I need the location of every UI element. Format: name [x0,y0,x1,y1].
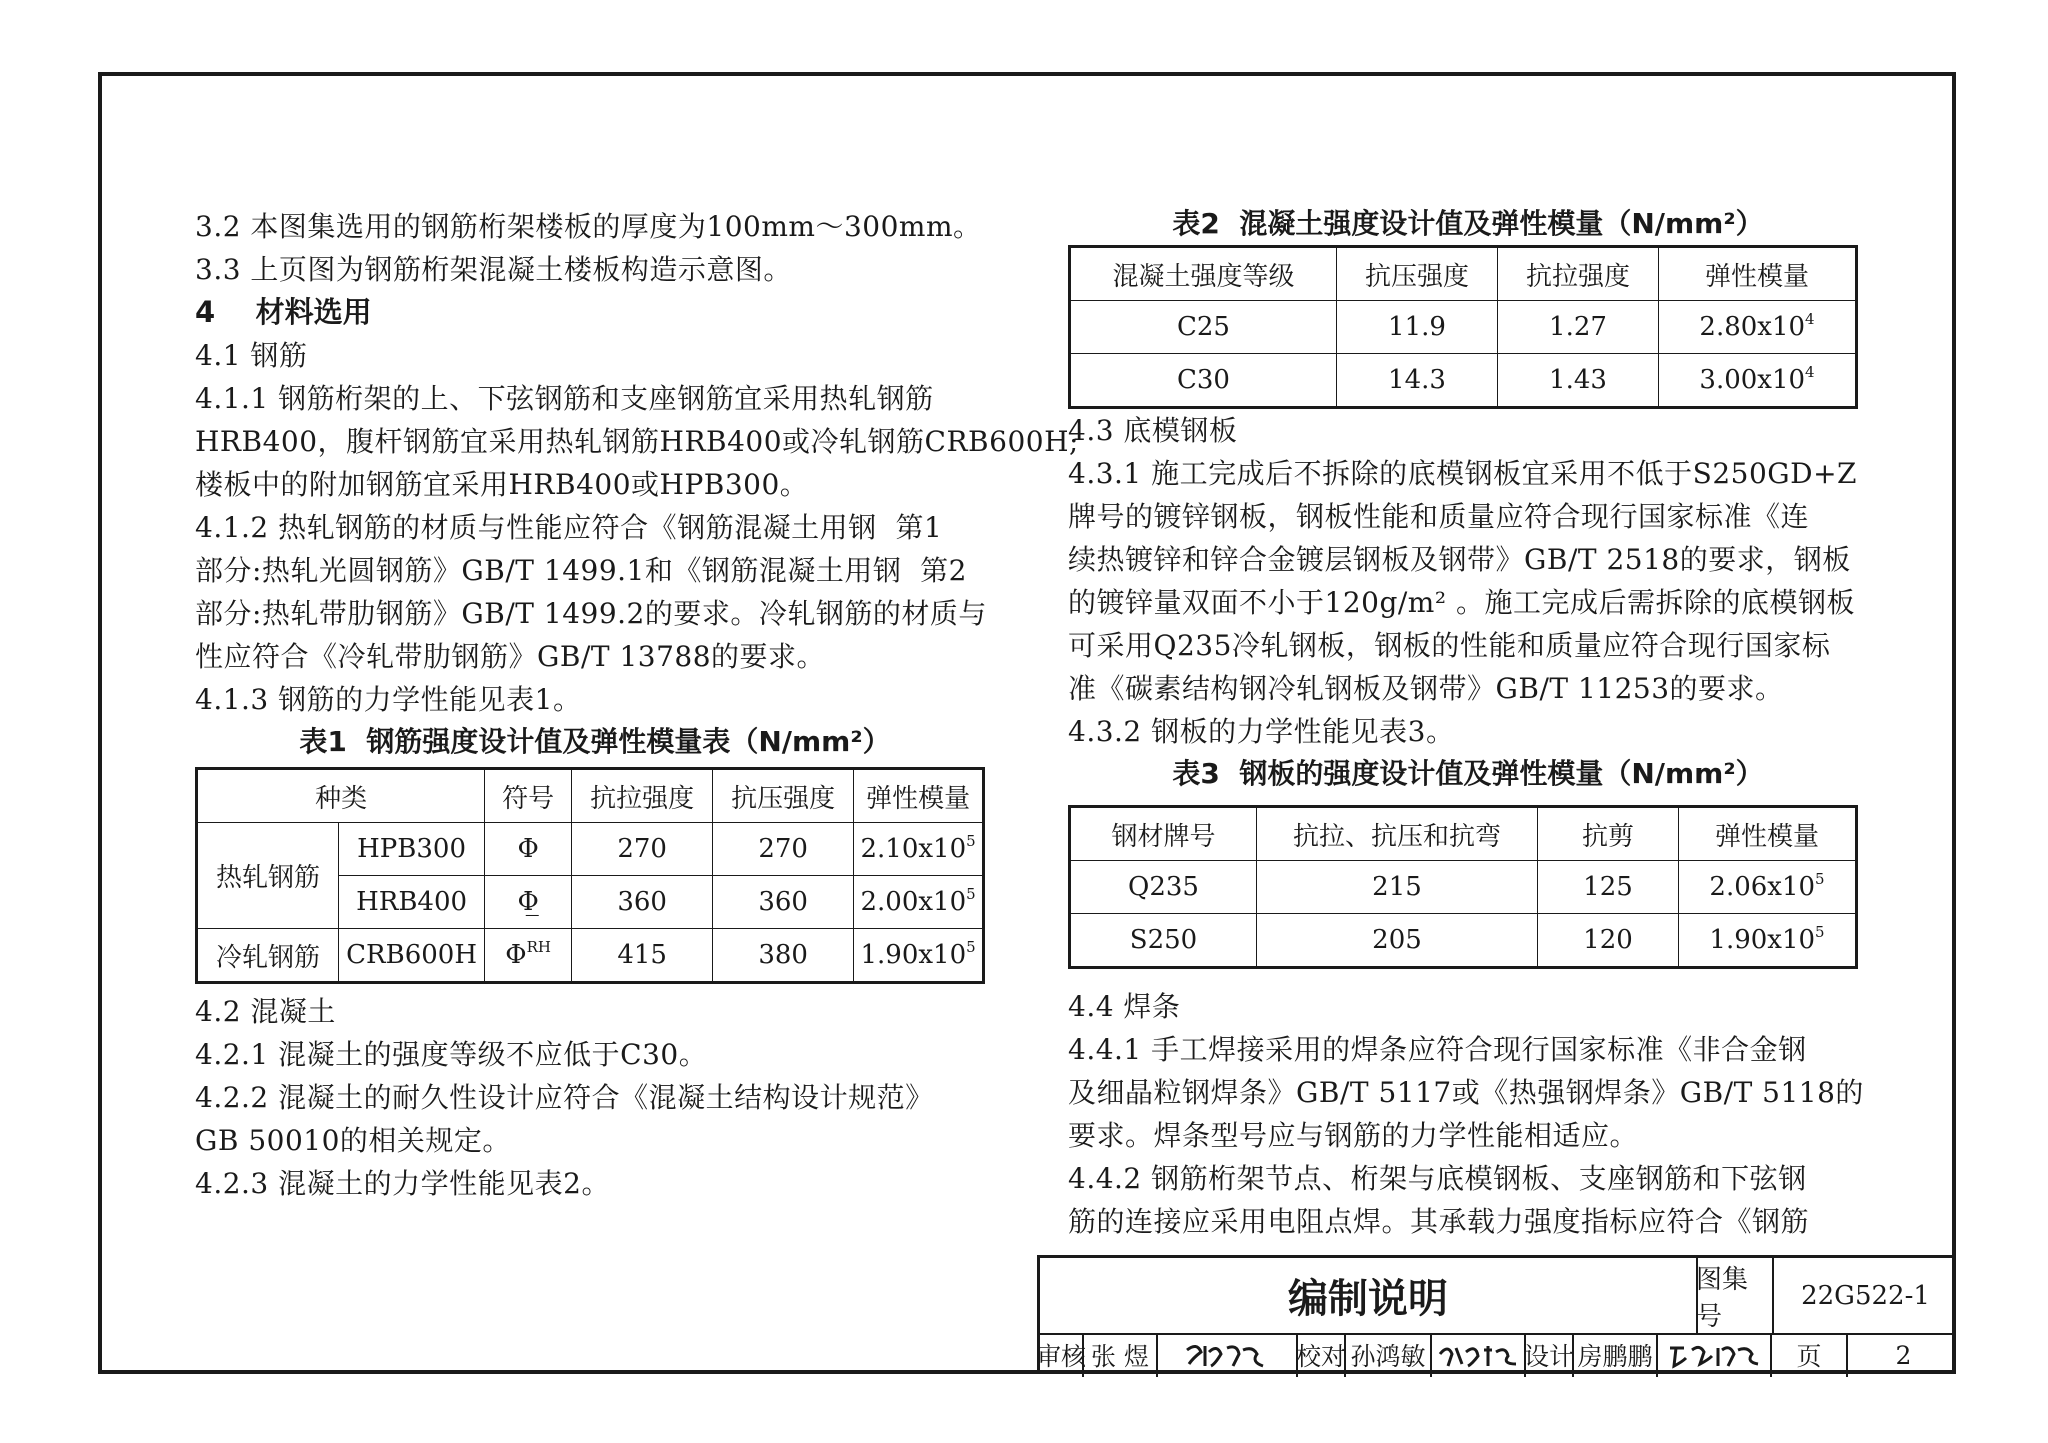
group-cell: 冷轧钢筋 [197,929,339,983]
para-4-3-1-l3: 续热镀锌和锌合金镀层钢板及钢带》GB/T 2518的要求，钢板 [1068,543,1851,576]
checker-name: 孙鸿敏 [1346,1333,1432,1377]
group-cell: 热轧钢筋 [197,823,339,929]
symbol-cell [485,823,572,876]
designer-name: 房鹏鹏 [1574,1333,1658,1377]
signature-icon [1436,1340,1520,1370]
para-4-1: 4.1 钢筋 [195,339,308,372]
grade-cell: S250 [1070,914,1257,968]
symbol-cell [485,876,572,929]
modulus-text: 2.00x10 [860,887,967,917]
table-header-cell: 抗剪 [1538,807,1679,861]
para-4-3-1-l1: 4.3.1 施工完成后不拆除的底模钢板宜采用不低于S250GD+Z [1068,457,1858,490]
title-block-signature-row [1036,1333,1956,1377]
modulus-exponent: 5 [1815,870,1825,888]
modulus-cell [854,823,984,876]
modulus-cell [1659,354,1857,408]
para-4-3-1-l2: 牌号的镀锌钢板，钢板性能和质量应符合现行国家标准《连 [1068,500,1810,533]
reviewer-signature [1158,1333,1298,1377]
designer-signature [1658,1333,1772,1377]
para-4-2-1: 4.2.1 混凝土的强度等级不应低于C30。 [195,1038,708,1071]
para-4-2-2-l1: 4.2.2 混凝土的耐久性设计应符合《混凝土结构设计规范》 [195,1081,934,1114]
para-4-1-1-l2: HRB400，腹杆钢筋宜采用热轧钢筋HRB400或冷轧钢筋CRB600H; [195,425,1079,458]
shear-cell: 120 [1538,914,1679,968]
para-4-1-2-l3: 部分:热轧带肋钢筋》GB/T 1499.2的要求。冷轧钢筋的材质与 [195,597,987,630]
table-header-cell: 混凝土强度等级 [1070,247,1337,301]
para-4-3-1-l6: 准《碳素结构钢冷轧钢板及钢带》GB/T 11253的要求。 [1068,672,1784,705]
compression-cell: 11.9 [1337,301,1498,354]
modulus-exponent: 5 [966,832,976,850]
modulus-cell [854,876,984,929]
grade-cell: C25 [1070,301,1337,354]
para-4-1-1-l1: 4.1.1 钢筋桁架的上、下弦钢筋和支座钢筋宜采用热轧钢筋 [195,382,934,415]
modulus-cell [854,929,984,983]
tension-cell: 360 [572,876,713,929]
atlas-number-label: 图集号 [1696,1258,1774,1333]
modulus-exponent: 5 [966,938,976,956]
para-4-1-2-l4: 性应符合《冷轧带肋钢筋》GB/T 13788的要求。 [195,640,826,673]
right-column [1068,205,1868,1243]
para-4-3: 4.3 底模钢板 [1068,414,1238,447]
para-4-3-2: 4.3.2 钢板的力学性能见表3。 [1068,715,1455,748]
para-4-1-3: 4.1.3 钢筋的力学性能见表1。 [195,683,582,716]
table1-caption: 表1 钢筋强度设计值及弹性模量表（N/mm²） [299,725,891,758]
para-4-2-2-l2: GB 50010的相关规定。 [195,1124,511,1157]
symbol-text: Φ [517,834,539,864]
modulus-text: 1.90x10 [1709,925,1816,955]
para-4-4-1-l3: 要求。焊条型号应与钢筋的力学性能相适应。 [1068,1119,1639,1152]
grade-cell: HRB400 [339,876,485,929]
table3-caption: 表3 钢板的强度设计值及弹性模量（N/mm²） [1172,757,1764,790]
design-label: 设计 [1526,1333,1574,1377]
grade-cell: CRB600H [339,929,485,983]
compression-cell: 380 [713,929,854,983]
reviewer-name: 张 煜 [1084,1333,1158,1377]
check-label: 校对 [1298,1333,1346,1377]
table-row [197,823,984,876]
para-4-4: 4.4 焊条 [1068,990,1181,1023]
table-header-cell: 钢材牌号 [1070,807,1257,861]
table-header-cell: 弹性模量 [854,769,984,823]
grade-cell: C30 [1070,354,1337,408]
modulus-exponent: 4 [1805,363,1815,381]
grade-cell: HPB300 [339,823,485,876]
para-4-1-1-l3: 楼板中的附加钢筋宜采用HRB400或HPB300。 [195,468,809,501]
table-header-row [197,769,984,823]
table-row [197,929,984,983]
table2 [1068,245,1858,409]
table-header-cell: 抗拉、抗压和抗弯 [1257,807,1538,861]
para-4-1-2-l1: 4.1.2 热轧钢筋的材质与性能应符合《钢筋混凝土用钢 第1 [195,511,943,544]
para-4-3-1-l4: 的镀锌量双面不小于120g/m² 。施工完成后需拆除的底模钢板 [1068,586,1855,619]
compression-cell: 14.3 [1337,354,1498,408]
table-header-row [1070,807,1857,861]
modulus-cell [1659,301,1857,354]
para-4-4-1-l1: 4.4.1 手工焊接采用的焊条应符合现行国家标准《非合金钢 [1068,1033,1807,1066]
compression-cell: 270 [713,823,854,876]
title-block-top-row [1040,1258,1956,1335]
table-header-cell: 弹性模量 [1679,807,1857,861]
table-header-row [1070,247,1857,301]
modulus-exponent: 5 [1815,923,1825,941]
tcb-cell: 215 [1257,861,1538,914]
tension-cell: 270 [572,823,713,876]
para-4-4-2-l2: 筋的连接应采用电阻点焊。其承载力强度指标应符合《钢筋 [1068,1205,1810,1238]
review-label: 审核 [1040,1333,1084,1377]
shear-cell: 125 [1538,861,1679,914]
modulus-exponent: 4 [1805,310,1815,328]
table-header-cell: 抗压强度 [713,769,854,823]
table-header-cell: 抗拉强度 [572,769,713,823]
table2-caption: 表2 混凝土强度设计值及弹性模量（N/mm²） [1172,207,1764,240]
drawing-title: 编制说明 [1040,1258,1698,1333]
signature-icon [1183,1340,1271,1370]
table-header-cell: 符号 [485,769,572,823]
table1 [195,767,985,984]
modulus-cell [1679,914,1857,968]
symbol-text: Φ [505,940,527,970]
symbol-cell [485,929,572,983]
table-row [1070,301,1857,354]
title-block [1037,1255,1956,1374]
table-header-cell: 抗压强度 [1337,247,1498,301]
para-4-1-2-l2: 部分:热轧光圆钢筋》GB/T 1499.1和《钢筋混凝土用钢 第2 [195,554,967,587]
modulus-text: 2.10x10 [860,834,967,864]
tcb-cell: 205 [1257,914,1538,968]
section-heading-4: 4 材料选用 [195,295,372,329]
atlas-number: 22G522-1 [1801,1280,1930,1311]
tension-cell: 1.27 [1498,301,1659,354]
signature-icon [1666,1340,1762,1370]
checker-signature [1432,1333,1526,1377]
para-4-4-2-l1: 4.4.2 钢筋桁架节点、桁架与底模钢板、支座钢筋和下弦钢 [1068,1162,1807,1195]
modulus-text: 2.80x10 [1699,312,1806,342]
modulus-text: 3.00x10 [1699,365,1806,395]
table3 [1068,805,1858,969]
table-row [1070,914,1857,968]
table-header-cell: 抗拉强度 [1498,247,1659,301]
para-3-2: 3.2 本图集选用的钢筋桁架楼板的厚度为100mm～300mm。 [195,210,982,243]
page-label: 页 [1772,1333,1848,1377]
tension-cell: 415 [572,929,713,983]
modulus-text: 1.90x10 [860,940,967,970]
para-4-2: 4.2 混凝土 [195,995,336,1028]
tension-cell: 1.43 [1498,354,1659,408]
modulus-cell [1679,861,1857,914]
para-4-3-1-l5: 可采用Q235冷轧钢板，钢板的性能和质量应符合现行国家标 [1068,629,1831,662]
modulus-exponent: 5 [966,885,976,903]
page-number: 2 [1895,1340,1912,1370]
symbol-text: Φ̲ [517,887,539,917]
compression-cell: 360 [713,876,854,929]
para-4-4-1-l2: 及细晶粒钢焊条》GB/T 5117或《热强钢焊条》GB/T 5118的 [1068,1076,1864,1109]
modulus-text: 2.06x10 [1709,872,1816,902]
para-4-2-3: 4.2.3 混凝土的力学性能见表2。 [195,1167,610,1200]
left-column [195,205,1079,1205]
para-3-3: 3.3 上页图为钢筋桁架混凝土楼板构造示意图。 [195,253,792,286]
table-row [1070,861,1857,914]
grade-cell: Q235 [1070,861,1257,914]
table-header-cell: 种类 [197,769,485,823]
symbol-superscript: RH [526,938,551,956]
table-header-cell: 弹性模量 [1659,247,1857,301]
table-row [1070,354,1857,408]
